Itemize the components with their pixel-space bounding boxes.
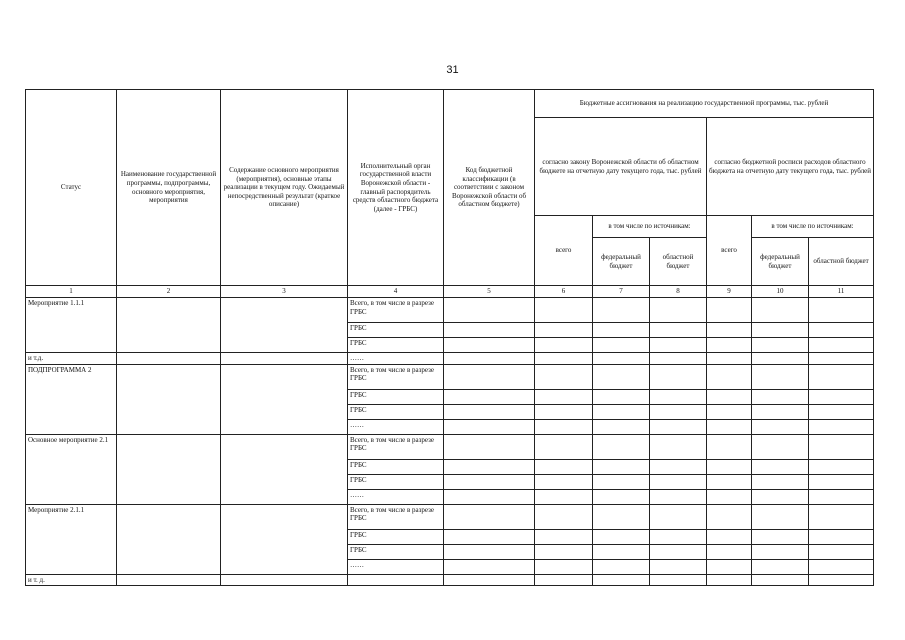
executor-cell: ГРБС [348, 529, 444, 544]
value-cell [444, 559, 535, 574]
executor-cell: Всего, в том числе в разрезе ГРБС [348, 504, 444, 529]
value-cell [535, 504, 593, 529]
status-cell: Основное мероприятие 2.1 [26, 434, 117, 504]
header-name: Наименование государственной программы, подпрограммы, основного мероприятия, мероприятия [117, 90, 221, 286]
value-cell [593, 504, 650, 529]
value-cell [707, 323, 752, 338]
value-cell [444, 574, 535, 586]
value-cell [650, 504, 707, 529]
header-content: Содержание основного мероприятия (мероприятия), основные этапы реализации в текущем году. Ожидаемый непосредственный результат (краткое описание) [221, 90, 348, 286]
value-cell [707, 559, 752, 574]
value-cell [752, 544, 809, 559]
name-cell [117, 353, 221, 365]
value-cell [535, 489, 593, 504]
value-cell [535, 474, 593, 489]
value-cell [650, 434, 707, 459]
executor-cell: ГРБС [348, 544, 444, 559]
executor-cell: ГРБС [348, 459, 444, 474]
column-number: 1 [26, 286, 117, 298]
value-cell [707, 489, 752, 504]
header-schedule: согласно бюджетной росписи расходов областного бюджета на отчетную дату текущего года, тыс. рублей [707, 118, 874, 216]
column-number: 8 [650, 286, 707, 298]
value-cell [535, 574, 593, 586]
value-cell [593, 489, 650, 504]
value-cell [707, 298, 752, 323]
value-cell [535, 529, 593, 544]
value-cell [809, 574, 874, 586]
value-cell [809, 489, 874, 504]
value-cell [809, 364, 874, 389]
value-cell [650, 389, 707, 404]
executor-cell: Всего, в том числе в разрезе ГРБС [348, 298, 444, 323]
value-cell [650, 489, 707, 504]
value-cell [809, 529, 874, 544]
executor-cell: ГРБС [348, 404, 444, 419]
value-cell [752, 298, 809, 323]
value-cell [535, 323, 593, 338]
value-cell [707, 459, 752, 474]
name-cell [117, 364, 221, 434]
content-cell [221, 353, 348, 365]
value-cell [809, 504, 874, 529]
column-number: 11 [809, 286, 874, 298]
column-number: 9 [707, 286, 752, 298]
value-cell [535, 544, 593, 559]
name-cell [117, 298, 221, 353]
value-cell [650, 474, 707, 489]
value-cell [593, 474, 650, 489]
table-row [26, 574, 874, 586]
content-cell [221, 364, 348, 434]
value-cell [444, 544, 535, 559]
value-cell [444, 323, 535, 338]
table-row [26, 353, 874, 365]
value-cell [535, 434, 593, 459]
column-number: 10 [752, 286, 809, 298]
header-law: согласно закону Воронежской области об областном бюджете на отчетную дату текущего года, тыс. рублей [535, 118, 707, 216]
value-cell [535, 389, 593, 404]
column-numbers-row [26, 286, 874, 298]
value-cell [535, 353, 593, 365]
executor-cell: …… [348, 559, 444, 574]
header-total-schedule: всего [707, 216, 752, 286]
value-cell [707, 364, 752, 389]
value-cell [535, 459, 593, 474]
value-cell [650, 323, 707, 338]
column-number: 2 [117, 286, 221, 298]
status-cell: и т. д. [26, 574, 117, 586]
value-cell [809, 434, 874, 459]
value-cell [593, 364, 650, 389]
value-cell [535, 338, 593, 353]
value-cell [444, 504, 535, 529]
executor-cell: ГРБС [348, 389, 444, 404]
value-cell [444, 474, 535, 489]
status-cell: и т.д. [26, 353, 117, 365]
value-cell [752, 364, 809, 389]
value-cell [650, 574, 707, 586]
value-cell [444, 298, 535, 323]
status-cell: Мероприятие 2.1.1 [26, 504, 117, 574]
header-status: Статус [26, 90, 117, 286]
value-cell [444, 419, 535, 434]
value-cell [444, 389, 535, 404]
value-cell [593, 338, 650, 353]
value-cell [752, 323, 809, 338]
value-cell [809, 404, 874, 419]
value-cell [809, 459, 874, 474]
value-cell [752, 529, 809, 544]
header-executor: Исполнительный орган государственной власти Воронежской области - главный распорядитель средств областного бюджета (далее - ГРБС) [348, 90, 444, 286]
value-cell [535, 419, 593, 434]
value-cell [752, 389, 809, 404]
table-row [26, 504, 874, 529]
value-cell [650, 544, 707, 559]
value-cell [593, 404, 650, 419]
executor-cell: ГРБС [348, 338, 444, 353]
value-cell [535, 404, 593, 419]
value-cell [707, 574, 752, 586]
column-number: 4 [348, 286, 444, 298]
value-cell [707, 404, 752, 419]
value-cell [707, 504, 752, 529]
header-total-law: всего [535, 216, 593, 286]
value-cell [809, 323, 874, 338]
value-cell [650, 559, 707, 574]
value-cell [444, 404, 535, 419]
header-federal-schedule: федеральный бюджет [752, 238, 809, 286]
value-cell [809, 559, 874, 574]
table-row [26, 434, 874, 459]
value-cell [444, 338, 535, 353]
value-cell [707, 434, 752, 459]
value-cell [593, 419, 650, 434]
header-federal-law: федеральный бюджет [593, 238, 650, 286]
value-cell [752, 574, 809, 586]
column-number: 3 [221, 286, 348, 298]
value-cell [752, 504, 809, 529]
table-row [26, 364, 874, 389]
table-row [26, 298, 874, 323]
name-cell [117, 574, 221, 586]
value-cell [707, 389, 752, 404]
value-cell [809, 338, 874, 353]
header-code: Код бюджетной классификации (в соответствии с законом Воронежской области об областном бюджете) [444, 90, 535, 286]
executor-cell: …… [348, 489, 444, 504]
executor-cell: …… [348, 419, 444, 434]
header-sources-law: в том числе по источникам: [593, 216, 707, 238]
value-cell [593, 434, 650, 459]
value-cell [593, 559, 650, 574]
value-cell [535, 559, 593, 574]
content-cell [221, 298, 348, 353]
value-cell [809, 419, 874, 434]
value-cell [650, 419, 707, 434]
value-cell [752, 559, 809, 574]
executor-cell: ГРБС [348, 474, 444, 489]
value-cell [752, 459, 809, 474]
value-cell [650, 529, 707, 544]
value-cell [707, 419, 752, 434]
column-number: 6 [535, 286, 593, 298]
value-cell [444, 529, 535, 544]
value-cell [752, 474, 809, 489]
value-cell [707, 529, 752, 544]
value-cell [535, 364, 593, 389]
value-cell [650, 459, 707, 474]
value-cell [593, 353, 650, 365]
executor-cell [348, 574, 444, 586]
name-cell [117, 504, 221, 574]
value-cell [809, 474, 874, 489]
value-cell [593, 459, 650, 474]
value-cell [707, 353, 752, 365]
page-number: 31 [446, 64, 459, 76]
value-cell [593, 389, 650, 404]
value-cell [809, 389, 874, 404]
content-cell [221, 434, 348, 504]
header-regional-schedule: областной бюджет [809, 238, 874, 286]
value-cell [593, 323, 650, 338]
executor-cell: …… [348, 353, 444, 365]
value-cell [444, 364, 535, 389]
value-cell [752, 404, 809, 419]
header-budget: Бюджетные ассигнования на реализацию государственной программы, тыс. рублей [535, 90, 874, 118]
value-cell [650, 364, 707, 389]
status-cell: ПОДПРОГРАММА 2 [26, 364, 117, 434]
status-cell: Мероприятие 1.1.1 [26, 298, 117, 353]
value-cell [809, 353, 874, 365]
value-cell [809, 298, 874, 323]
value-cell [444, 489, 535, 504]
name-cell [117, 434, 221, 504]
value-cell [444, 434, 535, 459]
value-cell [444, 459, 535, 474]
column-number: 7 [593, 286, 650, 298]
header-regional-law: областной бюджет [650, 238, 707, 286]
budget-report-table [25, 89, 874, 586]
value-cell [593, 574, 650, 586]
value-cell [650, 338, 707, 353]
value-cell [593, 529, 650, 544]
column-number: 5 [444, 286, 535, 298]
value-cell [707, 338, 752, 353]
value-cell [752, 353, 809, 365]
value-cell [707, 544, 752, 559]
value-cell [707, 474, 752, 489]
value-cell [650, 404, 707, 419]
content-cell [221, 574, 348, 586]
value-cell [444, 353, 535, 365]
executor-cell: Всего, в том числе в разрезе ГРБС [348, 364, 444, 389]
executor-cell: ГРБС [348, 323, 444, 338]
value-cell [809, 544, 874, 559]
executor-cell: Всего, в том числе в разрезе ГРБС [348, 434, 444, 459]
value-cell [650, 353, 707, 365]
value-cell [535, 298, 593, 323]
header-sources-schedule: в том числе по источникам: [752, 216, 874, 238]
value-cell [752, 434, 809, 459]
content-cell [221, 504, 348, 574]
value-cell [650, 298, 707, 323]
value-cell [593, 544, 650, 559]
value-cell [752, 338, 809, 353]
value-cell [752, 489, 809, 504]
value-cell [593, 298, 650, 323]
value-cell [752, 419, 809, 434]
